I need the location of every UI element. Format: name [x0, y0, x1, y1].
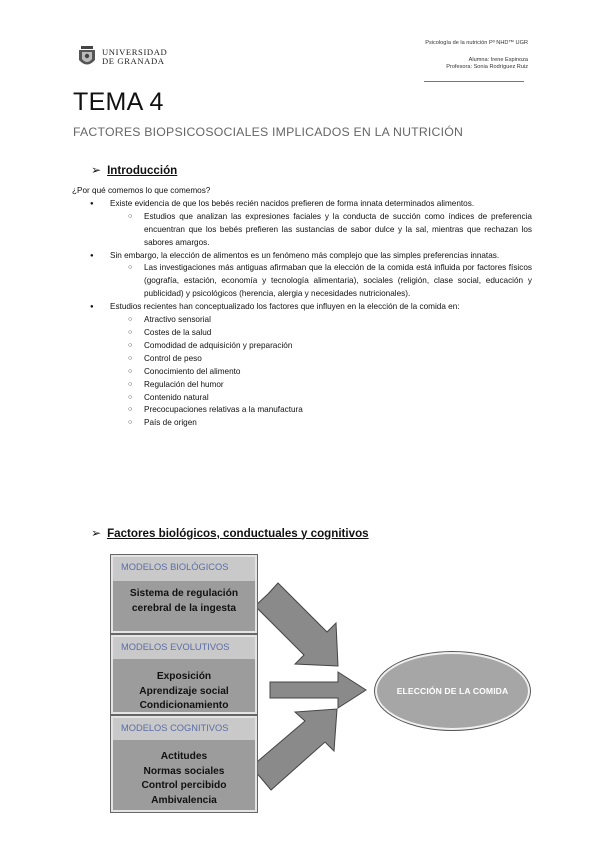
food-choice-diagram [111, 554, 536, 814]
section-heading-text: Introducción [107, 163, 178, 177]
university-name-line2: DE GRANADA [102, 56, 165, 66]
model-box-line: Control percibido [141, 780, 227, 791]
model-box-line: Normas sociales [143, 765, 225, 777]
factor-item: ○ Contenido natural [72, 392, 532, 405]
model-box-line: Ambivalencia [151, 794, 217, 806]
outcome-oval [375, 652, 530, 730]
model-box-line: Sistema de regulación [129, 588, 239, 599]
factor-item: ○ País de origen [72, 417, 532, 430]
model-box-title: MODELOS BIOLÓGICOS [113, 557, 255, 581]
model-box-line: Actitudes [160, 751, 208, 762]
arrow-cognitive-icon [251, 709, 337, 790]
model-box-biological [111, 555, 257, 633]
university-crest-icon [76, 44, 98, 70]
header-divider [424, 81, 524, 82]
professor-label: Profesora: Sonia Rodríguez Ruiz [446, 64, 528, 70]
university-logo [76, 43, 176, 71]
outcome-label: ELECCIÓN DE LA COMIDA [396, 686, 509, 696]
model-box-title: MODELOS EVOLUTIVOS [113, 637, 255, 659]
sub-bullet-item: ○ Las investigaciones más antiguas afirmaban que la elección de la comida está influida por factores físicos (gografía, estación, economía y tecnología alimentaria), sociales (religión, clase social, educación y publicidad) y psicológicos (herencia, alergia y necesidades nutricionales). [72, 262, 532, 301]
arrow-evolutionary-icon [270, 672, 366, 708]
university-name-line1: UNIVERSIDAD [102, 47, 168, 57]
section-heading-introduccion [91, 163, 177, 177]
model-box-line: Aprendizaje social [139, 685, 229, 697]
sub-bullet-item: ○ Estudios que analizan las expresiones faciales y la conducta de succión como índices de preferencia encuentran que los bebés prefieren las sustancias de sabor dulce y la sal, mientras que rechazan los sabores amargos. [72, 211, 532, 250]
course-label: Psicología de la nutrición Pº NHD™ UGR [425, 40, 528, 46]
model-box-line: Exposición [156, 671, 212, 682]
model-box-cognitive [111, 716, 257, 812]
factor-item: ○ Comodidad de adquisición y preparación [72, 340, 532, 353]
page-title: TEMA 4 [73, 88, 164, 116]
page-subtitle: FACTORES BIOPSICOSOCIALES IMPLICADOS EN LA NUTRICIÓN [73, 125, 464, 139]
arrow-bullet-icon: ➢ [91, 526, 102, 540]
factor-item: ○ Precocupaciones relativas a la manufactura [72, 404, 532, 417]
factor-item: ○ Conocimiento del alimento [72, 366, 532, 379]
header-info [425, 40, 528, 72]
bullet-item: ● Sin embargo, la elección de alimentos es un fenómeno más complejo que las simples preferencias innatas. [72, 250, 532, 263]
arrow-bullet-icon: ➢ [91, 163, 102, 177]
section-heading-text: Factores biológicos, conductuales y cognitivos [107, 526, 369, 540]
arrow-biological-icon [255, 583, 338, 666]
model-box-evolutionary [111, 635, 257, 714]
student-label: Alumna: Irene Espinoza [468, 56, 528, 63]
factor-item: ○ Control de peso [72, 353, 532, 366]
factor-item: ○ Regulación del humor [72, 379, 532, 392]
section-heading-factores [91, 526, 369, 540]
factor-item: ○ Atractivo sensorial [72, 314, 532, 327]
factor-item: ○ Costes de la salud [72, 327, 532, 340]
model-box-line: Condicionamiento [139, 700, 229, 711]
bullet-item: ● Existe evidencia de que los bebés recién nacidos prefieren de forma innata determinados alimentos. [72, 198, 532, 211]
bullet-item: ● Estudios recientes han conceptualizado los factores que influyen en la elección de la comida en: [72, 301, 532, 314]
intro-body [72, 185, 532, 430]
intro-question: ¿Por qué comemos lo que comemos? [72, 186, 211, 195]
model-box-line: cerebral de la ingesta [131, 602, 237, 614]
model-box-title: MODELOS COGNITIVOS [113, 718, 255, 740]
